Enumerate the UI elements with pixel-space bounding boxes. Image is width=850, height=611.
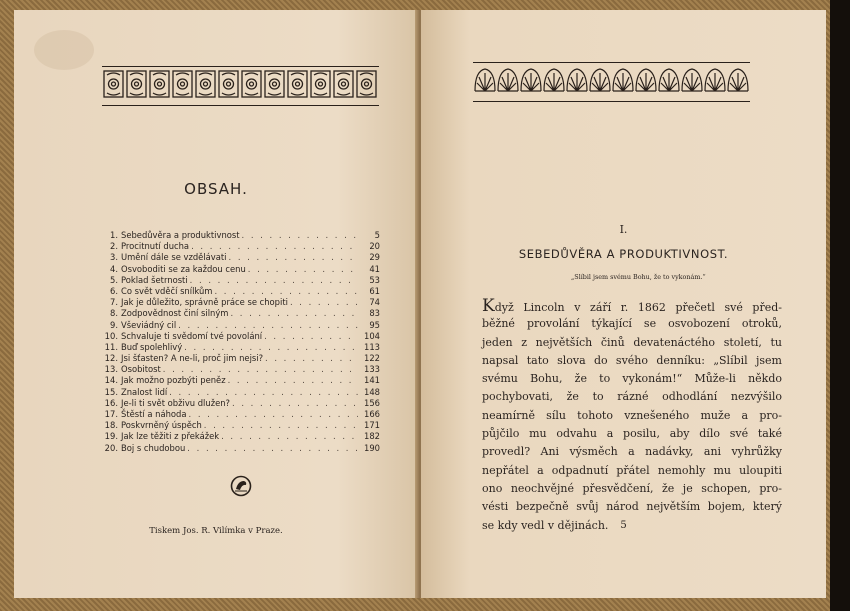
toc-entry [96, 230, 380, 241]
toc-entry [96, 264, 380, 275]
toc-entry-number: 5. [110, 274, 118, 285]
toc-entry-title: Poskvrněný úspěch [121, 420, 202, 431]
right-page [421, 10, 826, 598]
body-text-line: nepřátel a odpadnutí přátel nemohly mu uloupiti [482, 463, 782, 477]
toc-entry [96, 398, 380, 409]
toc-entry-title: Zodpovědnost činí silným [121, 308, 229, 319]
toc-entry [96, 431, 380, 442]
toc-leader-dots [227, 252, 359, 263]
toc-entry-number: 2. [110, 241, 118, 252]
toc-entry-page: 113 [364, 341, 380, 352]
body-text-line: pochybovati, že to rázné odhodlání nezvýšilo [482, 390, 782, 404]
toc-entry [96, 297, 380, 308]
ornament-pattern-icon [102, 69, 379, 99]
toc-leader-dots [185, 443, 358, 454]
page-number: 5 [620, 520, 627, 531]
toc-entry-title: Jak lze těžiti z překážek [121, 431, 220, 442]
body-paragraph [482, 297, 782, 535]
toc-entry-number: 3. [110, 252, 118, 263]
toc-entry [96, 342, 380, 353]
toc-entry [96, 387, 380, 398]
toc-entry-page: 74 [369, 297, 380, 308]
body-text-line: provedl? Ani výsměch a nadávky, ani vyhrůžky [482, 445, 782, 459]
printer-imprint: Tiskem Jos. R. Vilímka v Praze. [149, 526, 283, 536]
toc-entry [96, 353, 380, 364]
toc-entry-title: Vševiádný cil [121, 319, 177, 330]
epigraph: „Slíbil jsem svému Bohu, že to vykonám.“ [571, 273, 706, 281]
toc-entry [96, 375, 380, 386]
toc-entry [96, 409, 380, 420]
toc-entry-title: Procitnutí ducha [121, 241, 190, 252]
paper-stain [34, 30, 94, 70]
toc-entry-title: Buď spolehlivý [121, 341, 183, 352]
body-text-line: svému Bohu, že to vykonám!“ Může-li někdo [482, 372, 782, 386]
toc-entry-number: 14. [104, 375, 118, 386]
book-edge-shadow [830, 0, 850, 611]
toc-entry-number: 19. [104, 431, 118, 442]
toc-entry-title: Jsi šťasten? A ne-li, proč jim nejsi? [121, 353, 264, 364]
toc-leader-dots [263, 353, 358, 364]
toc-entry-number: 17. [104, 409, 118, 419]
body-text-line: běžné provolání týkající se osvobození otroků, [482, 317, 782, 331]
toc-entry-page: 20 [369, 241, 380, 252]
toc-leader-dots [176, 320, 358, 331]
toc-leader-dots [226, 375, 358, 386]
toc-entry-page: 171 [364, 420, 380, 431]
toc-entry-page: 156 [364, 397, 380, 408]
toc-entry-number: 6. [110, 285, 118, 296]
toc-entry [96, 241, 380, 252]
body-text-line [482, 297, 782, 315]
toc-entry [96, 443, 380, 454]
toc-leader-dots [212, 286, 358, 297]
toc-entry-page: 41 [369, 263, 380, 274]
toc-leader-dots [161, 364, 358, 375]
toc-entry-page: 104 [364, 330, 380, 341]
body-text-line: vésti bezpečně svůj národ největším bojem, který [482, 500, 782, 514]
toc-entry-number: 18. [104, 420, 118, 431]
toc-leader-dots [240, 230, 358, 241]
toc-entry-title: Štěstí a náhoda [121, 409, 187, 419]
toc-entry-page: 148 [364, 386, 380, 397]
toc-entry-page: 182 [364, 431, 380, 442]
toc-entry-page: 122 [364, 353, 380, 364]
toc-entry-number: 15. [104, 386, 118, 397]
toc-entry-page: 141 [364, 375, 380, 386]
toc-entry-number: 1. [110, 230, 118, 240]
table-of-contents [96, 230, 380, 454]
body-text-line: napsal tato slova do svého denníku: „Slíbil jsem [482, 353, 782, 367]
toc-entry-number: 9. [110, 319, 118, 330]
toc-entry [96, 331, 380, 342]
toc-leader-dots [230, 398, 358, 409]
toc-entry-title: Je-li ti svět obživu dlužen? [121, 397, 230, 408]
toc-entry-page: 53 [369, 274, 380, 285]
toc-leader-dots [167, 387, 358, 398]
toc-entry [96, 275, 380, 286]
ornament-fan-pattern-icon [473, 65, 750, 95]
toc-entry-number: 11. [104, 341, 118, 352]
toc-entry-title: Osobitost [121, 364, 161, 375]
toc-entry-title: Schvaluje ti svědomí tvé povolání [121, 330, 263, 341]
toc-leader-dots [262, 331, 358, 342]
body-text-line: jeden z největších činů devatenáctého století, tu [482, 335, 782, 349]
ornament-band-right [473, 62, 750, 102]
toc-leader-dots [202, 420, 358, 431]
toc-entry-page: 95 [369, 319, 380, 330]
toc-entry-page: 133 [364, 364, 380, 375]
toc-entry-number: 8. [110, 308, 118, 319]
toc-entry-page: 29 [369, 252, 380, 263]
toc-leader-dots [188, 275, 358, 286]
chapter-number: I. [619, 223, 628, 236]
toc-entry [96, 320, 380, 331]
toc-entry-number: 16. [104, 397, 118, 408]
toc-entry-number: 10. [104, 330, 118, 341]
toc-leader-dots [182, 342, 358, 353]
toc-leader-dots [219, 431, 358, 442]
toc-heading: OBSAH. [184, 180, 248, 198]
toc-entry-page: 190 [364, 442, 380, 453]
toc-entry-page: 83 [369, 308, 380, 319]
toc-leader-dots [246, 264, 358, 275]
ornament-band-left [102, 66, 379, 106]
toc-entry-title: Jak je důležito, správně práce se chopiti [121, 297, 288, 308]
toc-entry [96, 286, 380, 297]
body-text-line: se kdy vedl v dějinách. [482, 518, 609, 532]
body-text-line: půjčilo mu odvahu a posilu, aby dílo své také [482, 427, 782, 441]
toc-entry-title: Poklad šetrnosti [121, 274, 188, 285]
toc-leader-dots [187, 409, 358, 420]
toc-entry-title: Osvoboditi se za každou cenu [121, 263, 246, 274]
toc-entry-title: Sebedůvěra a produktivnost [121, 230, 240, 240]
toc-entry-number: 13. [104, 364, 118, 375]
toc-entry [96, 420, 380, 431]
toc-entry [96, 308, 380, 319]
toc-entry-number: 12. [104, 353, 118, 364]
toc-entry-title: Jak možno pozbýti peněz [121, 375, 226, 386]
chapter-title: SEBEDŮVĚRA A PRODUKTIVNOST. [518, 247, 729, 261]
toc-entry-number: 4. [110, 263, 118, 274]
toc-entry-number: 20. [104, 442, 118, 453]
toc-entry-title: Co svět vděčí snílkům [121, 285, 213, 296]
toc-entry-title: Umění dále se vzdělávati [121, 252, 227, 263]
toc-entry-number: 7. [110, 297, 118, 308]
publisher-logo-icon [230, 475, 252, 497]
toc-leader-dots [228, 308, 358, 319]
left-page [14, 10, 418, 598]
toc-leader-dots [189, 241, 358, 252]
drop-cap: K [482, 296, 495, 316]
body-text-line-content: dyž Lincoln v září r. 1862 přečetl své před- [494, 301, 782, 314]
toc-leader-dots [288, 297, 358, 308]
toc-entry [96, 364, 380, 375]
toc-entry-title: Boj s chudobou [121, 442, 186, 453]
toc-entry-title: Znalost lidí [121, 386, 168, 397]
body-text-line: neamírně sílu tohoto vznešeného muže a pro- [482, 408, 782, 422]
body-text-line: ono neochvějné přesvědčení, že je schopen, pro- [482, 481, 782, 495]
toc-entry-page: 166 [364, 409, 380, 419]
toc-entry [96, 252, 380, 263]
toc-entry-page: 61 [369, 285, 380, 296]
toc-entry-page: 5 [374, 230, 380, 240]
